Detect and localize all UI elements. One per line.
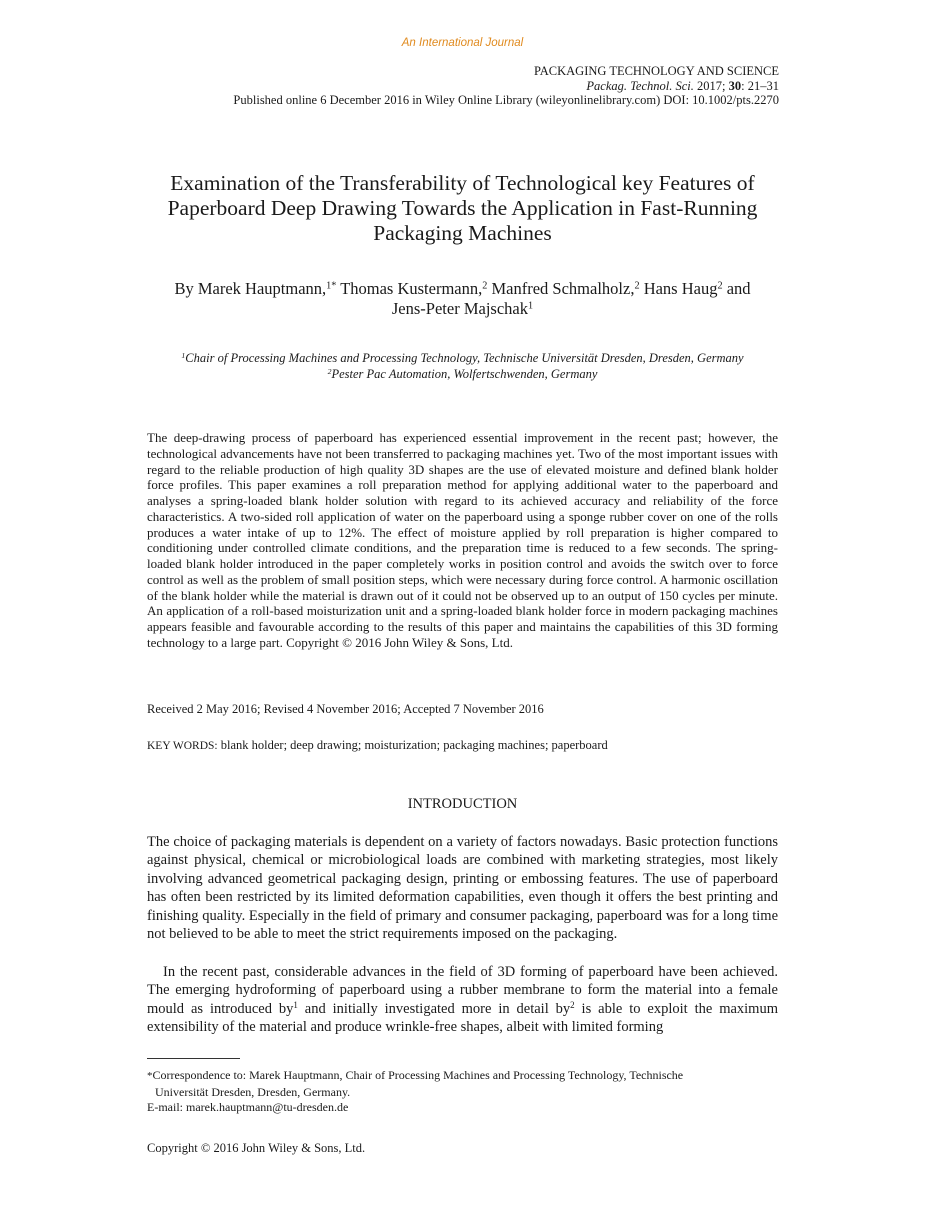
paragraph-text: In the recent past, considerable advances in the field of 3D forming of paperboard have been achieved. The emerging hydroforming of paperboard using a rubber membrane to form the material into a female mould as introduced by [147, 964, 778, 1017]
author-name: Thomas Kustermann, [340, 279, 483, 298]
publication-info: Published online 6 December 2016 in Wiley Online Library (wileyonlinelibrary.com) DOI: 10.1002/pts.2270 [233, 93, 779, 107]
copyright: Copyright © 2016 John Wiley & Sons, Ltd. [147, 1141, 366, 1155]
author-name: Hans Haug [643, 279, 718, 298]
paragraph-text: is able to exploit the maximum extensibility of the material and produce wrinkle-free shapes, albeit with limited forming [147, 1000, 778, 1036]
citation-year: 2017; [697, 79, 726, 93]
affiliation-sup: 2 [327, 366, 332, 376]
paper-title: Examination of the Transferability of Technological key Features of Paperboard Deep Drawing Towards the Application in Fast-Running Packaging Machines [167, 171, 758, 245]
citation-ref: 2 [570, 999, 575, 1010]
journal-tagline: An International Journal [401, 37, 524, 49]
affiliation [130, 366, 795, 382]
citation-ref: 1 [293, 999, 298, 1010]
affiliation-text: Chair of Processing Machines and Processing Technology, Technische Universität Dresden, Dresden, Germany [185, 351, 744, 365]
footnote-mark: * [147, 1070, 153, 1082]
author-name: Jens-Peter Majschak [391, 299, 528, 318]
article-dates: Received 2 May 2016; Revised 4 November 2016; Accepted 7 November 2016 [147, 702, 544, 716]
author-list [130, 279, 795, 319]
author-affil-sup: 2 [482, 280, 488, 292]
footnote-line: Universität Dresden, Dresden, Germany. [155, 1084, 351, 1099]
footnote-correspondence [147, 1068, 778, 1085]
journal-citation [586, 79, 779, 94]
citation-abbrev: Packag. Technol. Sci. [586, 79, 694, 93]
affiliation [130, 350, 795, 366]
author-affil-sup: 1 [326, 280, 332, 292]
affiliation-sup: 1 [181, 350, 186, 360]
author-name: Marek Hauptmann, [197, 279, 327, 298]
paragraph-text: and initially investigated more in detail by [297, 1000, 571, 1017]
author-affil-sup: 1 [527, 300, 534, 312]
section-heading: INTRODUCTION [407, 796, 518, 812]
abstract: The deep-drawing process of paperboard has experienced essential improvement in the recent past; however, the technological advancements have not been transferred to packaging machines yet. Two of the most important issues with regard to the reliable production of high quality 3D shapes are the use of elevated moisture and defined blank holder force profiles. This paper examines a roll preparation method for applying additional water to the paperboard and analyses a spring-loaded blank holder solution with regard to its achieved accuracy and reliability of the force characteristics. A two-sided roll application of water on the paperboard using a sponge rubber cover on one of the rolls produces a water intake of up to 12%. The effect of moisture applied by roll preparation is higher compared to conditioning under controlled climate conditions, and the preparation time is reduced to a few seconds. The spring-loaded blank holder introduced in the paper completely works in position control and avoids the switch over to force control as well as the problem of small position steps, which were necessary during force control. A harmonic oscillation of the blank holder while the material is drawn out of it could not be observed up to an output of 150 cycles per minute. An application of a roll-based moisturization unit and a spring-loaded blank holder force in modern packaging machines appears feasible and favourable according to the results of this paper and maintains the capabilities of this 3D forming technology to a large part. Copyright © 2016 John Wiley & Sons, Ltd. [147, 430, 778, 650]
footnote [147, 1068, 778, 1116]
citation-volume: 30 [728, 79, 742, 93]
affiliation-text: Pester Pac Automation, Wolfertschwenden, Germany [331, 367, 598, 381]
author-prefix: By [174, 279, 194, 298]
intro-paragraph-1: The choice of packaging materials is dependent on a variety of factors nowadays. Basic protection functions against physical, chemical or microbiological loads are combined with marketing strategies, most likely involving advanced geometrical packaging design, printing or embossing features. The use of paperboard has often been restricted by its limited deformation capabilities, even though it offers the best printing and finishing quality. Especially in the field of primary and consumer packaging, paperboard was for a long time not believed to be able to meet the strict requirements imposed on the packaging. [147, 834, 778, 943]
journal-name: PACKAGING TECHNOLOGY AND SCIENCE [533, 64, 779, 78]
author-name: Manfred Schmalholz, [491, 279, 635, 298]
footnote-rule [147, 1058, 240, 1059]
intro-paragraph-2 [147, 963, 778, 1037]
author-affil-sup: 2 [717, 280, 723, 292]
author-affil-sup: 2 [634, 280, 640, 292]
keywords [147, 738, 608, 753]
keywords-label: KEY WORDS: [147, 740, 218, 752]
citation-pages: : 21–31 [741, 79, 779, 93]
corresponding-mark: * [331, 280, 337, 292]
footnote-line: Correspondence to: Marek Hauptmann, Chair of Processing Machines and Processing Technology, Technische [152, 1068, 684, 1082]
footnote-email: E-mail: marek.hauptmann@tu-dresden.de [147, 1100, 349, 1114]
keywords-text: blank holder; deep drawing; moisturization; packaging machines; paperboard [220, 738, 608, 752]
author-joiner: and [726, 279, 751, 298]
